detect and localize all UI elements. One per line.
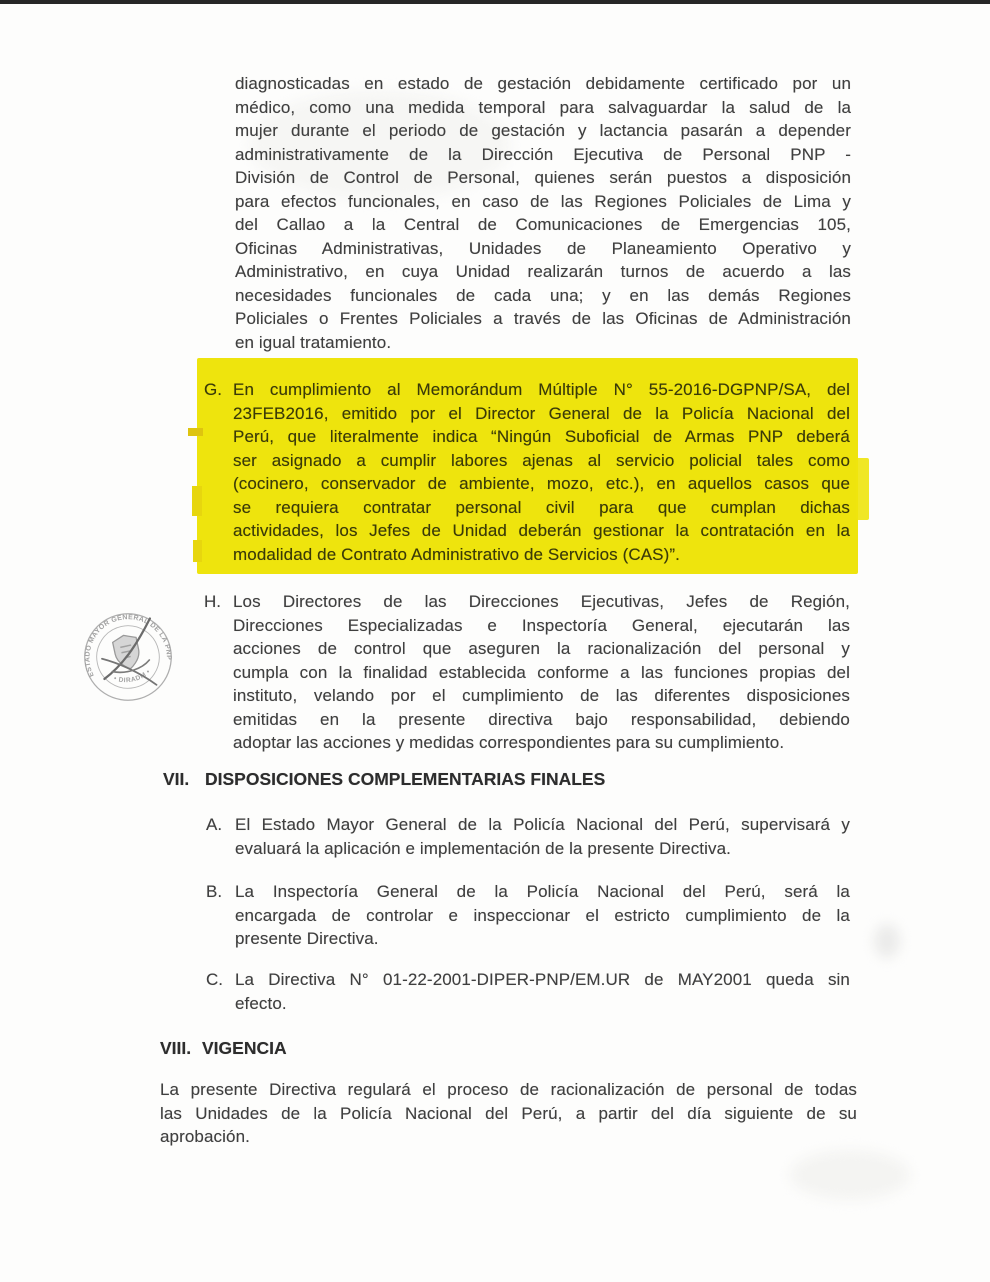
text-line: para efectos funcionales, en caso de las Regiones Policiales de Lima y [235,191,851,211]
text-line: ser asignado a cumplir labores ajenas al servicio policial tales como [233,450,850,470]
text-line: División de Control de Personal, quienes serán puestos a disposición [235,168,851,187]
vigencia-paragraph [160,1078,857,1149]
yellow-highlight-edge [193,540,202,562]
item-c [206,968,850,1015]
text-line: efecto. [235,993,287,1013]
item-label-c: C. [206,970,223,989]
text-line: La presente Directiva regulará el proceso de racionalización de personal de todas [160,1080,857,1099]
item-label-a: A. [206,815,223,834]
text-line: las Unidades de la Policía Nacional del Perú, a partir del día siguiente de su [160,1103,857,1123]
paragraph-g [204,378,850,566]
text-line: actividades, los Jefes de Unidad deberán gestionar la contratación en la [233,521,850,540]
text-line: en igual tratamiento. [235,332,392,352]
official-seal [72,598,183,717]
text-line: acciones de control que aseguren la racionalización del personal y [233,639,850,658]
text-line: Policiales o Frentes Policiales a través de las Oficinas de Administración [235,309,851,328]
text-line: Perú, que literalmente indica “Ningún Suboficial de Armas PNP deberá [233,427,850,446]
yellow-highlight-edge [188,428,203,436]
text-line: emitidas en la presente directiva bajo responsabilidad, debiendo [233,709,850,729]
seal-text-top: ESTADO MAYOR GENERAL DE LA PNP [84,614,172,678]
text-line: adoptar las acciones y medidas correspondientes para su cumplimiento. [233,733,785,752]
seal-text-bottom: • DIRADM • [112,668,153,685]
text-line: La Directiva N° 01-22-2001-DIPER-PNP/EM.UR de MAY2001 queda sin [235,970,850,989]
text-line: se requiera contratar personal civil para que cumplan dichas [233,497,850,517]
text-line: del Callao a la Central de Comunicaciones de Emergencias 105, [235,215,851,234]
paragraph-h [204,590,850,755]
text-line: aprobación. [160,1127,250,1146]
text-line: En cumplimiento al Memorándum Múltiple N° 55-2016-DGPNP/SA, del [233,380,850,399]
item-label-b: B. [206,882,223,901]
section-number: VIII. [160,1038,192,1058]
text-line: necesidades funcionales de cada una; y en las demás Regiones [235,285,851,305]
text-line: presente Directiva. [235,929,379,948]
yellow-highlight-edge [192,486,202,516]
item-label-g: G. [204,380,222,399]
text-line: mujer durante el periodo de gestación y lactancia pasarán a depender [235,121,851,140]
item-b [206,880,850,951]
text-line: (cocinero, conservador de ambiente, mozo, etc.), en aquellos casos que [233,474,850,493]
scan-artifact-bar [0,0,990,4]
text-line: médico, como una medida temporal para salvaguardar la salud de la [235,97,851,117]
scan-smudge [790,1150,910,1200]
section-title: VIGENCIA [202,1038,287,1058]
text-line: encargada de controlar e inspeccionar el estricto cumplimiento de la [235,905,850,925]
text-line: Direcciones Especializadas e Inspectoría General, ejecutarán las [233,615,850,635]
section-vii-heading [163,768,605,792]
scan-smudge [874,924,900,958]
text-line: administrativamente de la Dirección Ejecutiva de Personal PNP - [235,144,851,164]
text-line: diagnosticadas en estado de gestación debidamente certificado por un [235,74,851,93]
text-line: El Estado Mayor General de la Policía Nacional del Perú, supervisará y [235,815,850,834]
intro-paragraph [235,72,851,354]
text-line: Administrativo, en cuya Unidad realizarán turnos de acuerdo a las [235,262,851,281]
text-line: Los Directores de las Direcciones Ejecutivas, Jefes de Región, [233,592,850,611]
section-viii-heading [160,1037,287,1061]
text-line: evaluará la aplicación e implementación de la presente Directiva. [235,838,731,858]
text-line: Oficinas Administrativas, Unidades de Planeamiento Operativo y [235,238,851,258]
text-line: modalidad de Contrato Administrativo de Servicios (CAS)”. [233,544,680,564]
section-number: VII. [163,769,190,789]
text-line: cumpla con la finalidad establecida conforme a las funciones propias del [233,662,850,682]
item-a [206,813,850,860]
section-title: DISPOSICIONES COMPLEMENTARIAS FINALES [205,769,606,789]
text-line: 23FEB2016, emitido por el Director General de la Policía Nacional del [233,403,850,423]
yellow-highlight-edge [856,458,869,520]
text-line: instituto, velando por el cumplimiento de las diferentes disposiciones [233,686,850,705]
text-line: La Inspectoría General de la Policía Nacional del Perú, será la [235,882,850,901]
item-label-h: H. [204,592,221,611]
